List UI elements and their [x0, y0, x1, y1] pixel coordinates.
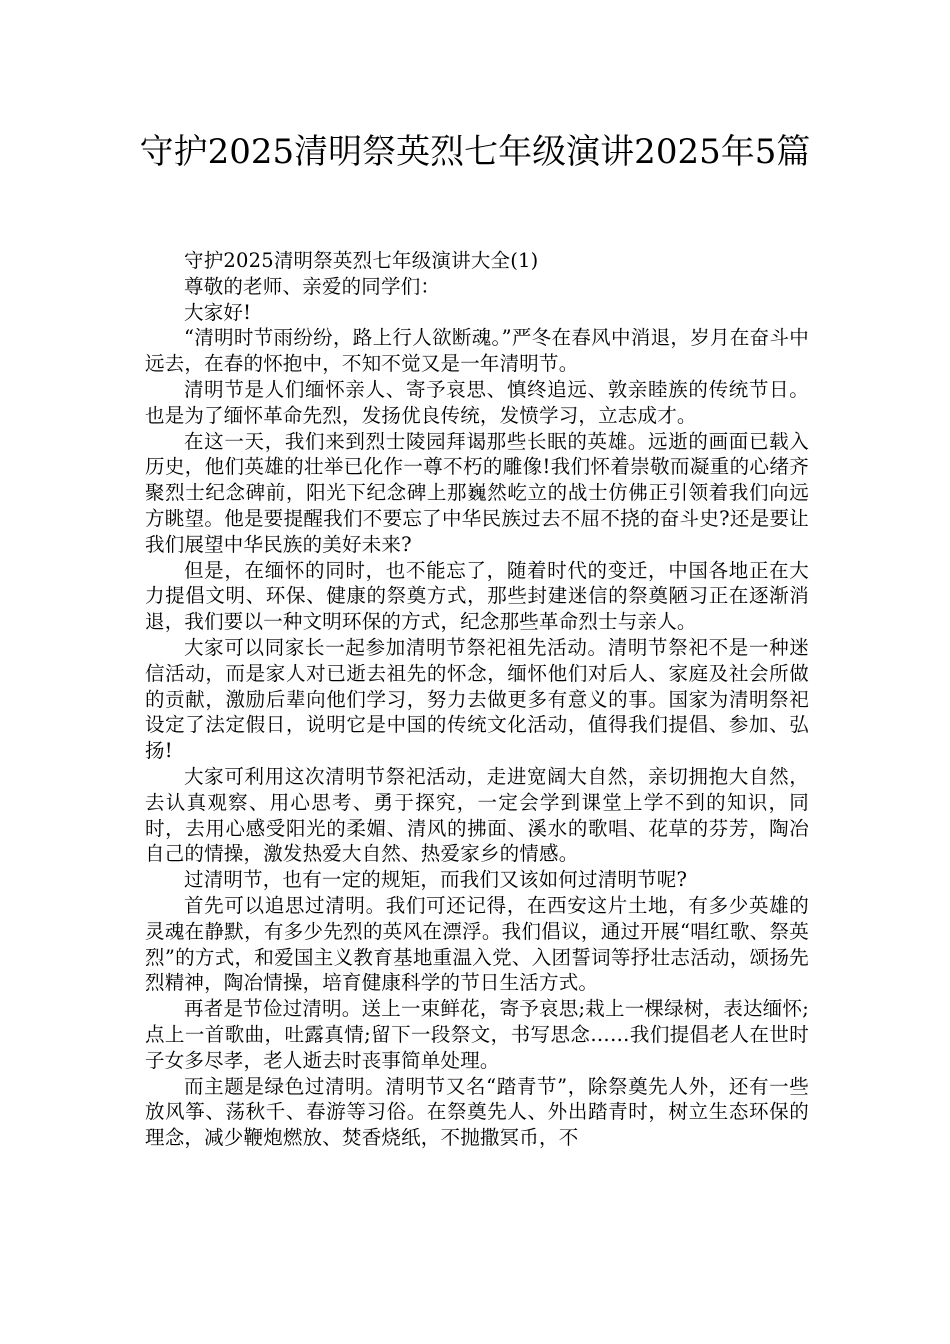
document-body [145, 248, 809, 1151]
paragraph: “清明时节雨纷纷，路上行人欲断魂。”严冬在春风中消退，岁月在奋斗中远去，在春的怀抱中，不知不觉又是一年清明节。 [145, 326, 809, 376]
paragraph: 大家可以同家长一起参加清明节祭祀祖先活动。清明节祭祀不是一种迷信活动，而是家人对已逝去祖先的怀念，缅怀他们对后人、家庭及社会所做的贡献，激励后辈向他们学习，努力去做更多有意义的事。国家为清明祭祀设定了法定假日，说明它是中国的传统文化活动，值得我们提倡、参加、弘扬! [145, 635, 809, 763]
paragraph: 再者是节俭过清明。送上一束鲜花，寄予哀思;栽上一棵绿树，表达缅怀;点上一首歌曲，吐露真情;留下一段祭文，书写思念……我们提倡老人在世时子女多尽孝，老人逝去时丧事简单处理。 [145, 997, 809, 1072]
paragraph-greeting: 大家好! [184, 300, 252, 324]
paragraph: 大家可利用这次清明节祭祀活动，走进宽阔大自然，亲切拥抱大自然，去认真观察、用心思考、勇于探究，一定会学到课堂上学不到的知识，同时，去用心感受阳光的柔媚、清风的拂面、溪水的歌唱、花草的芬芳，陶冶自己的情操，激发热爱大自然、热爱家乡的情感。 [145, 764, 809, 866]
paragraph-subtitle: 守护2025清明祭英烈七年级演讲大全(1) [184, 249, 539, 272]
paragraph: 清明节是人们缅怀亲人、寄予哀思、慎终追远、敦亲睦族的传统节日。也是为了缅怀革命先烈，发扬优良传统，发愤学习，立志成才。 [145, 377, 809, 427]
paragraph: 但是，在缅怀的同时，也不能忘了，随着时代的变迁，中国各地正在大力提倡文明、环保、健康的祭奠方式，那些封建迷信的祭奠陋习正在逐渐消退，我们要以一种文明环保的方式，纪念那些革命烈士与亲人。 [145, 558, 809, 634]
paragraph: 而主题是绿色过清明。清明节又名“踏青节”，除祭奠先人外，还有一些放风筝、荡秋千、春游等习俗。在祭奠先人、外出踏青时，树立生态环保的理念，减少鞭炮燃放、焚香烧纸，不抛撒冥币，不 [145, 1074, 809, 1150]
paragraph: 过清明节，也有一定的规矩，而我们又该如何过清明节呢? [184, 868, 688, 892]
document-title: 守护2025清明祭英烈七年级演讲2025年5篇 [139, 132, 811, 172]
paragraph: 首先可以追思过清明。我们可还记得，在西安这片土地，有多少英雄的灵魂在静默，有多少先烈的英风在漂浮。我们倡议，通过开展“唱红歌、祭英烈”的方式，和爱国主义教育基地重温入党、入团誓词等抒壮志活动，颂扬先烈精神，陶冶情操，培育健康科学的节日生活方式。 [145, 893, 809, 995]
paragraph: 在这一天，我们来到烈士陵园拜谒那些长眠的英雄。远逝的画面已载入历史，他们英雄的壮举已化作一尊不朽的雕像!我们怀着崇敬而凝重的心绪齐聚烈士纪念碑前，阳光下纪念碑上那巍然屹立的战士仿佛正引领着我们向远方眺望。他是要提醒我们不要忘了中华民族过去不屈不挠的奋斗史?还是要让我们展望中华民族的美好未来? [145, 429, 809, 556]
paragraph-salutation: 尊敬的老师、亲爱的同学们： [184, 274, 441, 298]
